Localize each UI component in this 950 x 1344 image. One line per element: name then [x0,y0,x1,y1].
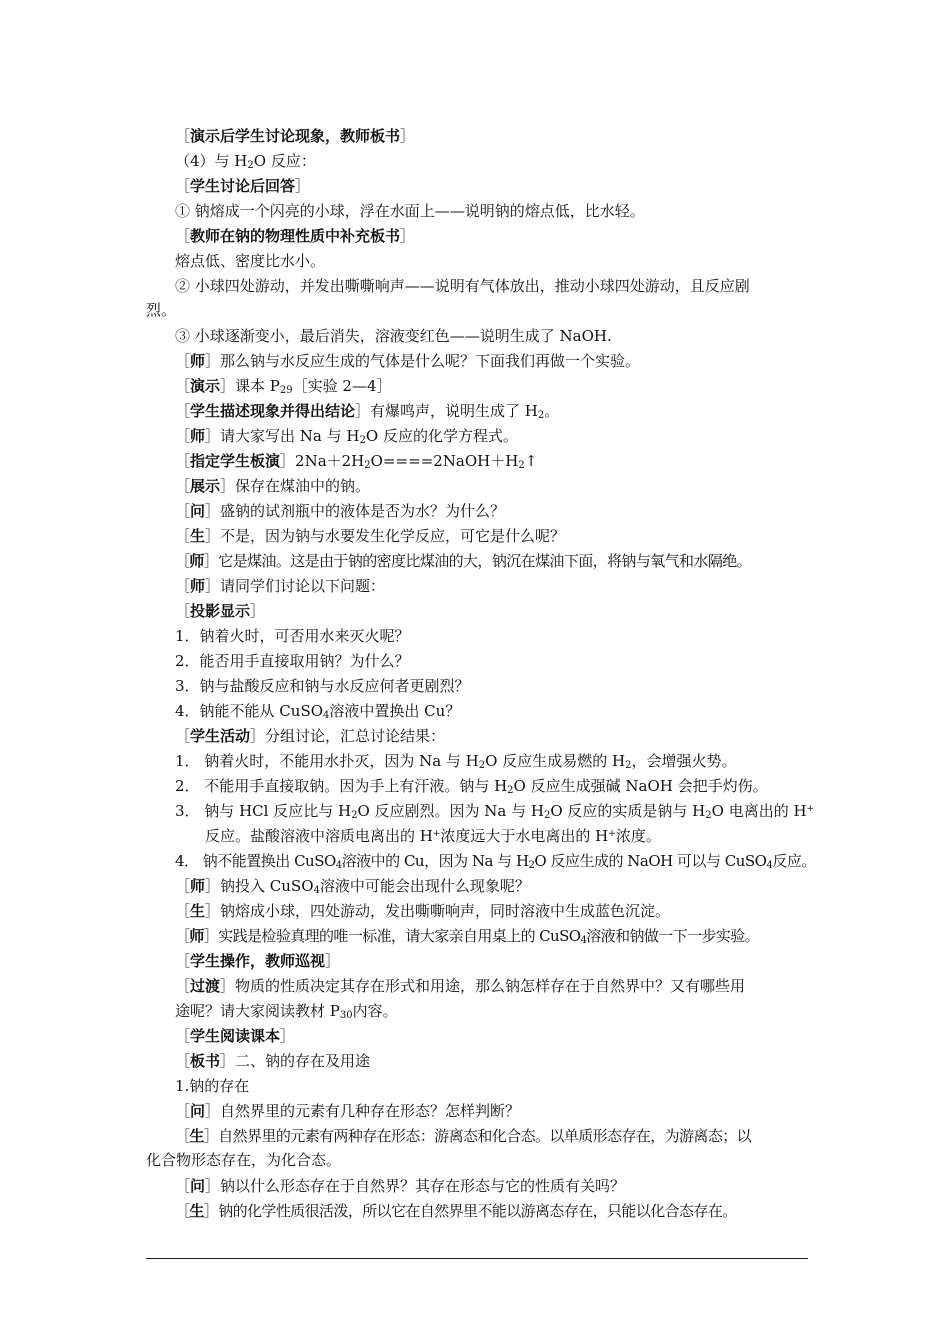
dialogue-line: ［问］自然界里的元素有几种存在形态？怎样判断？ [175,1102,521,1120]
heading-student-reading: ［学生阅读课本］ [175,1027,296,1045]
heading-board: ［板书］二、钠的存在及用途 [175,1052,371,1070]
list-item: 2． 不能用手直接取钠。因为手上有汗液。钠与 $H_2O$ 反应生成强碱 NaOH 会把手灼伤。 [175,777,768,796]
dialogue-line-continued: 化合物形态存在，为化合态。 [146,1151,342,1169]
dialogue-line: ［师］实践是检验真理的唯一标准，请大家亲自用桌上的 CuSO$_4$溶液和钠做一下一步实验。 [175,927,760,946]
paragraph: ③ 小球逐渐变小，最后消失，溶液变红色——说明生成了 NaOH. [175,327,612,345]
heading-student-operation: ［学生操作，教师巡视］ [175,952,341,970]
list-item: 1． 钠着火时，不能用水扑灭，因为 Na 与 $H_2O$ 反应生成易燃的 $H_2$，会增强火势。 [175,752,737,771]
paragraph-continued: 烈。 [146,301,177,319]
dialogue-line: ［师］那么钠与水反应生成的气体是什么呢？下面我们再做一个实验。 [175,352,641,370]
heading-projection: ［投影显示］ [175,602,266,620]
dialogue-line: ［生］自然界里的元素有两种存在形态：游离态和化合态。以单质形态存在，为游离态；以 [175,1127,752,1145]
list-item: 1．钠着火时，可否用水来灭火呢？ [175,627,410,645]
dialogue-line: ［师］请大家写出 Na 与 $H_2O$ 反应的化学方程式。 [175,427,518,446]
heading-teacher-note: ［教师在钠的物理性质中补充板书］ [175,227,416,245]
dialogue-line-continued: 途呢？请大家阅读教材 $P_{30}$内容。 [175,1002,398,1021]
paragraph: ① 钠熔成一个闪亮的小球，浮在水面上——说明钠的熔点低，比水轻。 [175,202,645,220]
dialogue-line: ［演示］课本 $P_{29}[$实验 2—4］ [175,377,392,396]
heading-demo-discussion: ［演示后学生讨论现象，教师板书］ [175,127,416,145]
dialogue-line: ［生］钠熔成小球，四处游动，发出嘶嘶响声，同时溶液中生成蓝色沉淀。 [175,902,671,920]
dialogue-line: ［问］盛钠的试剂瓶中的液体是否为水？为什么？ [175,502,506,520]
chemical-equation: ［指定学生板演$]2Na+2H_2O====2NaOH+H_2↑$ [175,452,538,471]
list-item-continued: 反应。盐酸溶液中溶质电离出的 H+浓度远大于水电离出的 H+浓度。 [205,827,661,845]
dialogue-line: ［学生描述现象并得出结论］有爆鸣声，说明生成了 $H_2$。 [175,402,560,421]
dialogue-line: ［生］不是，因为钠与水要发生化学反应，可它是什么呢？ [175,527,566,545]
paragraph: 熔点低、密度比水小。 [175,252,326,270]
dialogue-line: ［展示］保存在煤油中的钠。 [175,477,371,495]
dialogue-line: ［师］它是煤油。这是由于钠的密度比煤油的大，钠沉在煤油下面，将钠与氧气和水隔绝。 [175,552,752,570]
list-item: 4． 钠不能置换出 CuSO$_4$溶液中的 Cu，因为 Na 与 $H_2O$ 反应生成的 NaOH 可以与 CuSO$_4$反应。 [175,852,816,871]
heading-student-answer: ［学生讨论后回答］ [175,177,311,195]
section-reaction-with-water: （4）与 $H_2O$ 反应： [175,152,316,171]
dialogue-line: ［过渡］物质的性质决定其存在形式和用途，那么钠怎样存在于自然界中？又有哪些用 [175,977,746,995]
dialogue-line: ［生］钠的化学性质很活泼，所以它在自然界里不能以游离态存在，只能以化合态存在。 [175,1202,737,1220]
paragraph: ② 小球四处游动，并发出嘶嘶响声——说明有气体放出，推动小球四处游动，且反应剧 [175,277,750,295]
dialogue-line: ［问］钠以什么形态存在于自然界？其存在形态与它的性质有关吗？ [175,1177,626,1195]
footer-rule [146,1258,808,1259]
dialogue-line: ［师］请同学们讨论以下问题： [175,577,386,595]
dialogue-line: ［师］钠投入 CuSO$_4$溶液中可能会出现什么现象呢？ [175,877,530,896]
list-item: 4．钠能不能从 CuSO$_4$溶液中置换出 Cu？ [175,702,461,721]
list-item: 3．钠与盐酸反应和钠与水反应何者更剧烈？ [175,677,470,695]
subsection-title: 1.钠的存在 [175,1077,250,1095]
list-item: 3． 钠与 HCl 反应比与 $H_2O$ 反应剧烈。因为 Na 与 $H_2O$ 反应的实质是钠与 $H_2O$ 电离出的 H+ [175,802,815,821]
list-item: 2．能否用手直接取用钠？为什么？ [175,652,410,670]
heading-student-activity: ［学生活动］分组讨论，汇总讨论结果： [175,727,446,745]
